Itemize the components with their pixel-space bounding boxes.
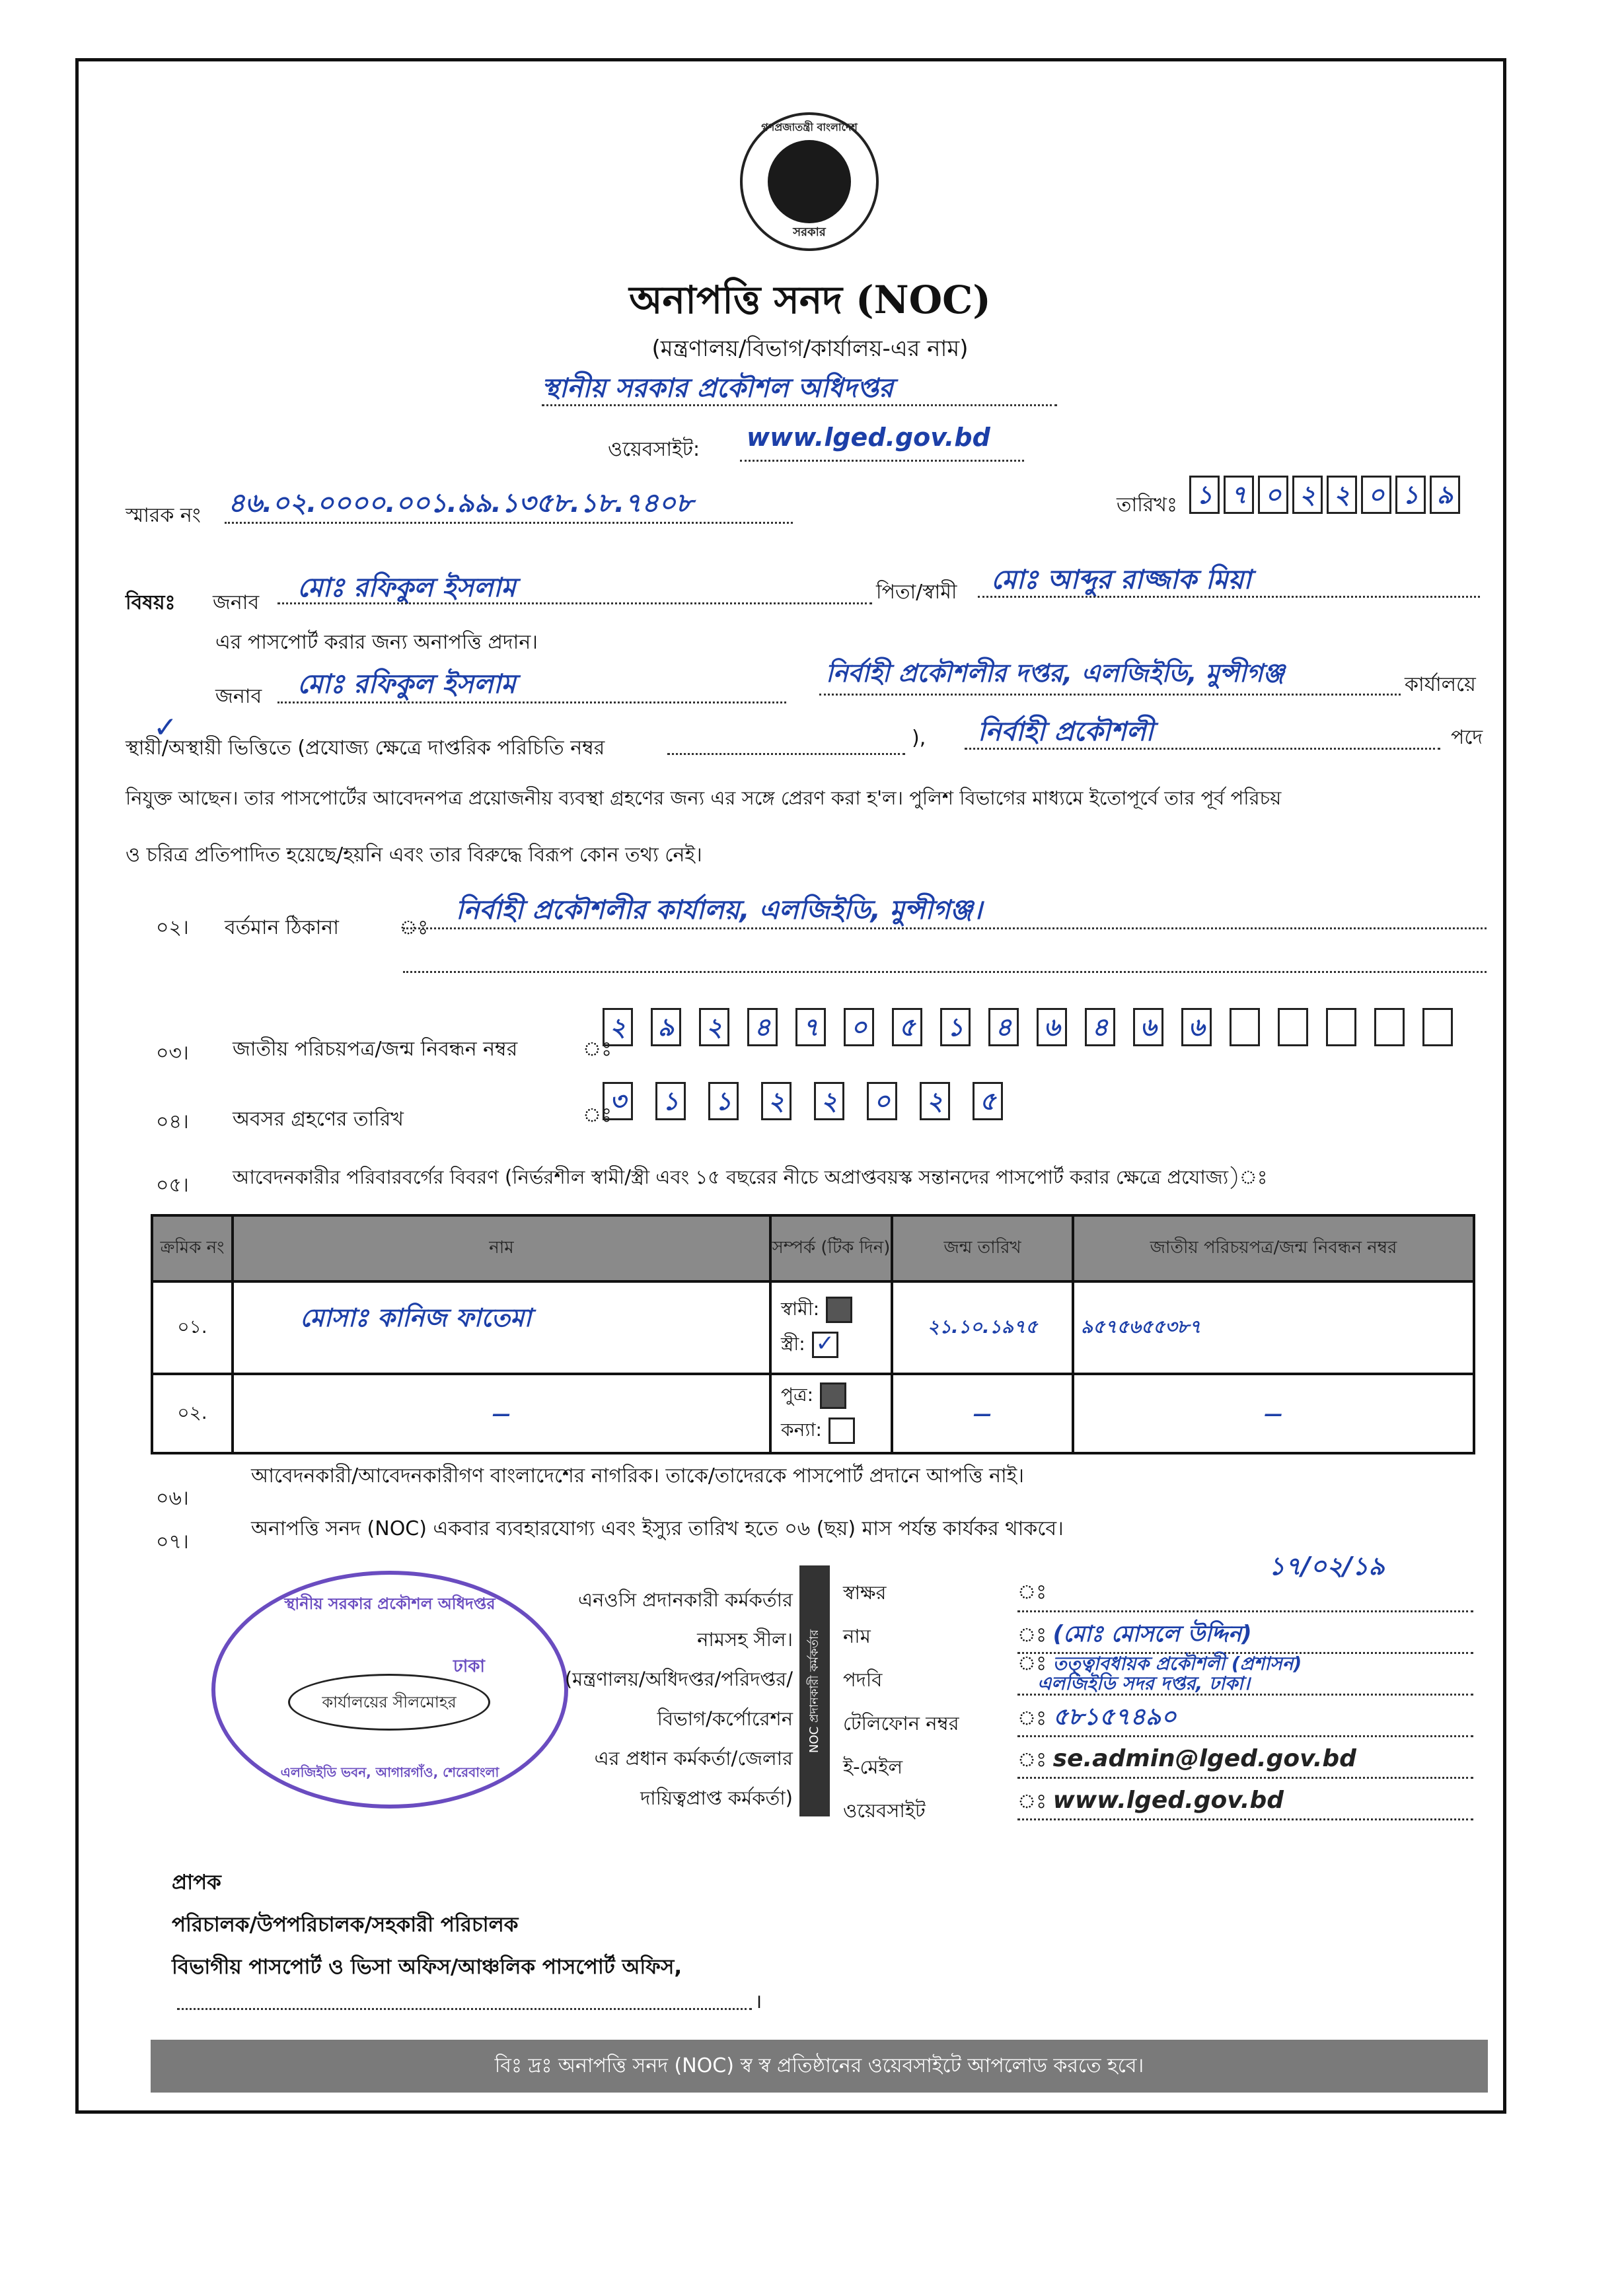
label-website: ওয়েবসাইট [843,1799,926,1822]
body-name-line [277,701,786,703]
row2-rel-daughter-label: কন্যা: [781,1419,822,1441]
office-suffix: কার্যালয়ে [1405,673,1476,696]
officer-website: www.lged.gov.bd [1052,1787,1284,1814]
stamp-ring-text: স্থানীয় সরকার প্রকৌশল অধিদপ্তর [284,1595,496,1613]
memo-label: স্মারক নং [126,504,201,527]
email-line: ঃ se.admin@lged.gov.bd [1017,1737,1473,1779]
label-designation: পদবি [843,1668,883,1691]
row1-name: মোসাঃ কানিজ ফাতেমা [300,1303,532,1332]
memo-line [225,522,793,524]
website-line [740,460,1024,462]
designation-value: নির্বাহী প্রকৌশলী [978,717,1154,747]
date-digit-box: ২ [1327,476,1357,514]
row1-rel-wife-label: স্ত্রী: [781,1333,805,1355]
item04-number: ০৪। [156,1110,189,1133]
nid-digit-box [1230,1008,1260,1046]
note07-text: অনাপত্তি সনদ (NOC) একবার ব্যবহারযোগ্য এবং ইস্যুর তারিখ হতে ০৬ (ছয়) মাস পর্যন্ত কার্যকর থাকবে। [251,1517,1064,1540]
header-relation: সম্পর্ক (টিক দিন) [770,1215,892,1281]
seal-top-text: গণপ্রজাতন্ত্রী বাংলাদেশ [761,121,858,133]
officer-desc-line: (মন্ত্রণালয়/অধিদপ্তর/পরিদপ্তর/ [564,1668,793,1690]
daughter-checkbox[interactable] [828,1417,855,1444]
stamp-city: ঢাকা [453,1657,485,1676]
retirement-digit-box: ১ [655,1082,686,1120]
applicant-name-line [277,602,872,604]
nid-digit-box: ৬ [1037,1008,1067,1046]
table-row [152,1374,1474,1453]
phone-line: ঃ ৫৮১৫৭৪৯০ [1017,1696,1473,1737]
nid-digit-box: ০ [844,1008,874,1046]
retirement-digit-box: ২ [920,1082,950,1120]
row2-relation [770,1374,892,1453]
date-boxes [1189,476,1467,518]
website-value: www.lged.gov.bd [747,423,990,452]
note06-number: ০৬। [156,1487,189,1510]
officer-designation2: এলজিইডি সদর দপ্তর, ঢাকা। [1037,1672,1250,1694]
officer-email: se.admin@lged.gov.bd [1052,1745,1356,1772]
row2-nid: — [1073,1374,1474,1453]
basis-close: ), [912,727,926,750]
nid-digit-box: ৭ [795,1008,826,1046]
nid-digit-box: ২ [603,1008,633,1046]
officer-desc-line: দায়িত্বপ্রাপ্ত কর্মকর্তা) [640,1787,793,1809]
row2-name: — [233,1374,770,1453]
family-table [151,1214,1475,1454]
row1-name-cell [233,1281,770,1374]
officer-field-labels [843,1571,959,1832]
item02-number: ০২। [156,916,189,939]
body-office: নির্বাহী প্রকৌশলীর দপ্তর, এলজিইডি, মুন্সীগঞ্জ [826,659,1285,688]
nid-digit-box [1278,1008,1308,1046]
row2-rel-son-label: পুত্র: [781,1384,814,1406]
item03-colon: ঃ [583,1038,612,1061]
officer-desc-line: এনওসি প্রদানকারী কর্মকর্তার [578,1589,793,1611]
nid-digit-box [1422,1008,1453,1046]
item03-label: জাতীয় পরিচয়পত্র/জন্ম নিবন্ধন নম্বর [233,1038,518,1061]
nid-digit-box: ৬ [1181,1008,1212,1046]
label-name: নাম [843,1625,871,1647]
item04-colon: ঃ [583,1104,612,1127]
row1-relation [770,1281,892,1374]
applicant-name: মোঃ রফিকুল ইসলাম [297,573,516,603]
seal-emblem [768,140,851,223]
family-table-header [152,1215,1474,1281]
recipient-office-line [177,2008,752,2010]
basis-line [667,753,905,755]
retirement-digit-box: ২ [814,1082,844,1120]
retirement-digit-box: ২ [761,1082,792,1120]
designation-line-officer: ঃ তত্ত্বাবধায়ক প্রকৌশলী (প্রশাসন) এলজিইডি সদর দপ্তর, ঢাকা। [1017,1654,1473,1696]
father-name-line [978,596,1480,598]
item04-label: অবসর গ্রহণের তারিখ [233,1108,404,1131]
nid-digit-box: ৬ [1133,1008,1163,1046]
document-subtitle: (মন্ত্রণালয়/বিভাগ/কার্যালয়-এর নাম) [651,336,969,362]
item02-colon: ঃ [399,916,429,939]
row1-nid: ৯৫৭৫৬৫৫৩৮৭ [1073,1281,1474,1374]
designation-line [965,748,1440,750]
header-name: নাম [233,1215,770,1281]
date-label: তারিখঃ [1117,493,1177,517]
table-row [152,1281,1474,1374]
office-name: স্থানীয় সরকার প্রকৌশল অধিদপ্তর [542,373,893,404]
body-janab: জনাব [215,685,262,708]
document-title: অনাপত্তি সনদ (NOC) [629,277,991,322]
noc-officer-bar: NOC প্রদানকারী কর্মকর্তার [799,1565,830,1816]
sign-date: ১৭/০২/১৯ [1269,1552,1385,1581]
date-digit-box: ১ [1395,476,1426,514]
row1-dob: ২১.১০.১৯৭৫ [892,1281,1073,1374]
retirement-digit-box: ০ [867,1082,897,1120]
nid-digit-box: ৪ [988,1008,1019,1046]
date-digit-box: ২ [1292,476,1323,514]
recipient-line1: পরিচালক/উপপরিচালক/সহকারী পরিচালক [172,1913,519,1937]
label-phone: টেলিফোন নম্বর [843,1712,959,1735]
date-digit-box: ০ [1361,476,1391,514]
recipient-line2: বিভাগীয় পাসপোর্ট ও ভিসা অফিস/আঞ্চলিক পাসপোর্ট অফিস, [172,1955,682,1979]
note06-text: আবেদনকারী/আবেদনকারীগণ বাংলাদেশের নাগরিক। তাকে/তাদেরকে পাসপোর্ট প্রদানে আপত্তি নাই। [251,1464,1025,1488]
son-checkbox[interactable] [820,1382,846,1409]
officer-phone: ৫৮১৫৭৪৯০ [1052,1704,1177,1731]
address-line1 [403,927,1487,929]
body-name: মোঃ রফিকুল ইসলাম [297,669,516,700]
footer-note: বিঃ দ্রঃ অনাপত্তি সনদ (NOC) স্ব স্ব প্রতিষ্ঠানের ওয়েবসাইটে আপলোড করতে হবে। [151,2040,1488,2093]
signature-line: ঃ ১৭/০২/১৯ [1017,1571,1473,1612]
web-line: ঃ www.lged.gov.bd [1017,1779,1473,1820]
subject-janab: জনাব [213,591,260,614]
officer-desc-line: এর প্রধান কর্মকর্তা/জেলার [594,1747,793,1770]
stamp-inner-text: কার্যালয়ের সীলমোহর [288,1674,490,1731]
nid-digit-box: ৫ [892,1008,922,1046]
label-email: ই-মেইল [843,1756,903,1778]
officer-description [502,1580,793,1818]
item05-number: ০৫। [156,1174,189,1197]
recipient-block [172,1861,682,1988]
officer-desc-line: নামসহ সীল। [697,1628,793,1651]
stamp-bottom-text: এলজিইডি ভবন, আগারগাঁও, শেরেবাংলা [280,1764,499,1780]
header-serial: ক্রমিক নং [152,1215,233,1281]
officer-name: (মোঃ মোসলে উদ্দিন) [1052,1621,1252,1647]
husband-checkbox[interactable] [826,1297,852,1323]
nid-digit-box [1374,1008,1405,1046]
officer-desc-line: বিভাগ/কর্পোরেশন [657,1707,793,1730]
row1-serial: ০১. [152,1281,233,1374]
office-name-line [542,404,1057,406]
recipient-to: প্রাপক [172,1871,221,1894]
name-line: ঃ (মোঃ মোসলে উদ্দিন) [1017,1612,1473,1654]
subject-line2: এর পাসপোর্ট করার জন্য অনাপত্তি প্রদান। [215,631,538,654]
date-digit-box: ৯ [1430,476,1460,514]
nid-digit-box [1326,1008,1356,1046]
row1-rel-husband-label: স্বামী: [781,1298,820,1320]
nid-digit-box: ৪ [1085,1008,1115,1046]
retirement-digit-box: ৫ [973,1082,1003,1120]
label-signature: স্বাক্ষর [843,1581,887,1604]
father-label: পিতা/স্বামী [876,581,957,604]
retirement-date-boxes [603,1082,1065,1124]
website-label: ওয়েবসাইট: [608,438,700,461]
address-value: নির্বাহী প্রকৌশলীর কার্যালয়, এলজিইডি, মুন্সীগঞ্জ। [456,895,982,925]
body-office-line [819,694,1401,696]
memo-value: ৪৬.০২.০০০০.০০১.৯৯.১৩৫৮.১৮.৭৪০৮ [228,488,693,519]
government-seal [740,112,879,251]
recipient-end: । [755,1990,762,2013]
retirement-digit-box: ১ [708,1082,739,1120]
date-digit-box: ০ [1258,476,1288,514]
address-line2 [403,971,1487,973]
date-digit-box: ১ [1189,476,1220,514]
body-para2: ও চরিত্র প্রতিপাদিত হয়েছে/হয়নি এবং তার বিরুদ্ধে বিরূপ কোন তথ্য নেই। [126,843,702,867]
seal-bottom-text: সরকার [793,225,826,239]
row2-dob: — [892,1374,1073,1453]
nid-digit-box: ৪ [747,1008,778,1046]
header-dob: জন্ম তারিখ [892,1215,1073,1281]
nid-boxes [603,1008,1475,1050]
wife-checkbox[interactable]: ✓ [812,1332,838,1358]
father-name: মোঃ আব্দুর রাজ্জাক মিয়া [991,565,1251,595]
row2-serial: ০২. [152,1374,233,1453]
designation-suffix: পদে [1451,726,1483,749]
note07-number: ০৭। [156,1530,189,1554]
item02-label: বর্তমান ঠিকানা [225,916,339,939]
date-digit-box: ৭ [1224,476,1254,514]
header-nid: জাতীয় পরিচয়পত্র/জন্ম নিবন্ধন নম্বর [1073,1215,1474,1281]
nid-digit-box: ২ [699,1008,729,1046]
officer-values [1017,1552,1473,1820]
tick-mark: ✓ [153,711,178,744]
basis-text: স্থায়ী/অস্থায়ী ভিত্তিতে (প্রযোজ্য ক্ষেত্রে দাপ্তরিক পরিচিতি নম্বর [126,736,605,760]
nid-digit-box: ১ [940,1008,971,1046]
item03-number: ০৩। [156,1042,189,1065]
nid-digit-box: ৯ [651,1008,681,1046]
body-para: নিযুক্ত আছেন। তার পাসপোর্টের আবেদনপত্র প্রয়োজনীয় ব্যবস্থা গ্রহণের জন্য এর সঙ্গে প্রেরণ করা হ'ল। পুলিশ বিভাগের মাধ্যমে ইতোপূর্বে তার পূর্ব পরিচয় [126,787,1282,809]
retirement-digit-box: ৩ [603,1082,633,1120]
officer-designation: তত্ত্বাবধায়ক প্রকৌশলী (প্রশাসন) [1052,1653,1302,1674]
item05-label: আবেদনকারীর পরিবারবর্গের বিবরণ (নির্ভরশীল স্বামী/স্ত্রী এবং ১৫ বছরের নীচে অপ্রাপ্তবয়স্ক সন্তানদের পাসপোর্ট করার ক্ষেত্রে প্রযোজ্য)ঃ [233,1166,1268,1188]
subject-label: বিষয়ঃ [126,591,176,614]
